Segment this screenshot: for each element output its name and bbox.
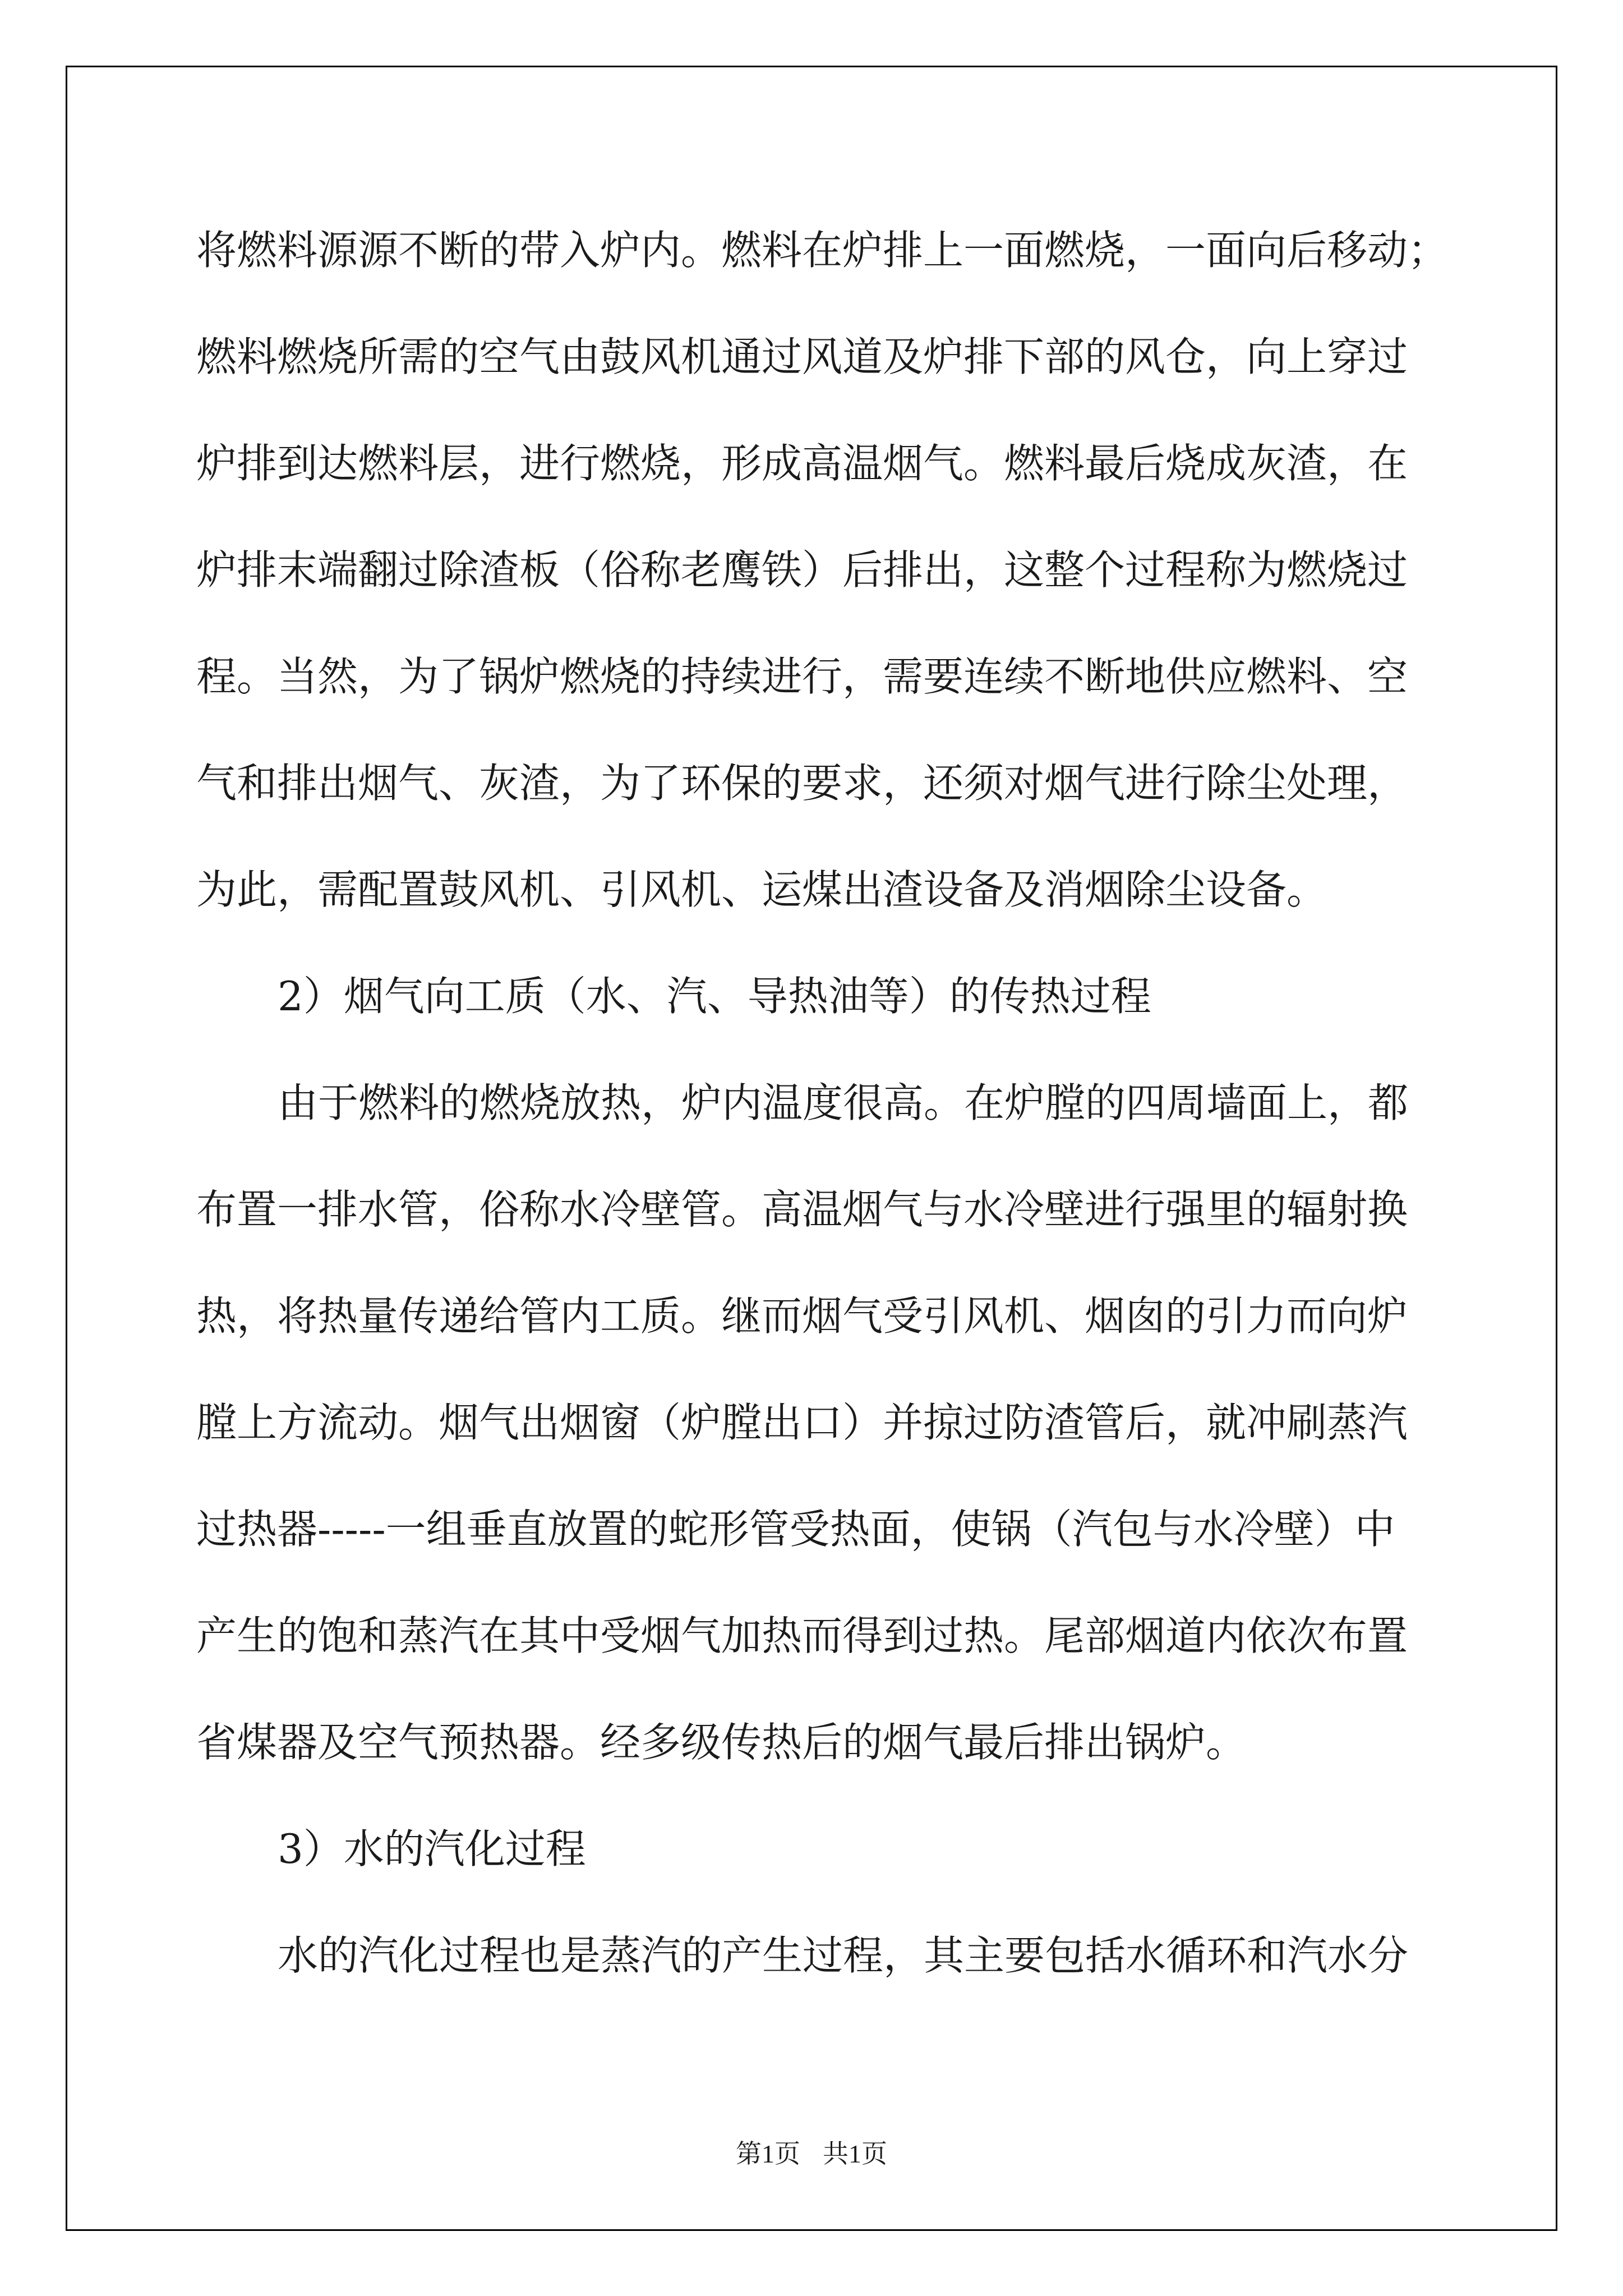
page-border [66,66,1557,2231]
paragraph-line: 为此，需配置鼓风机、引风机、运煤出渣设备及消烟除尘设备。 [196,866,1327,913]
page-total: 共1页 [823,2139,887,2168]
paragraph-line: 布置一排水管，俗称水冷壁管。高温烟气与水冷壁进行强里的辐射换 [196,1186,1408,1233]
paragraph-line: 燃料燃烧所需的空气由鼓风机通过风道及炉排下部的风仓，向上穿过 [196,333,1408,380]
page-footer [0,2137,1623,2171]
section-heading: 2）烟气向工质（水、汽、导热油等）的传热过程 [278,973,1151,1020]
paragraph-line: 炉排末端翻过除渣板（俗称老鹰铁）后排出，这整个过程称为燃烧过 [196,546,1408,593]
paragraph-line: 程。当然，为了锅炉燃烧的持续进行，需要连续不断地供应燃料、空 [196,653,1408,700]
paragraph-line: 由于燃料的燃烧放热，炉内温度很高。在炉膛的四周墙面上，都 [278,1079,1409,1126]
paragraph-line: 热，将热量传递给管内工质。继而烟气受引风机、烟囱的引力而向炉 [196,1292,1408,1340]
paragraph-line: 产生的饱和蒸汽在其中受烟气加热而得到过热。尾部烟道内依次布置 [196,1612,1408,1659]
paragraph-line: 将燃料源源不断的带入炉内。燃料在炉排上一面燃烧，一面向后移动； [196,227,1449,274]
paragraph-line: 炉排到达燃料层，进行燃烧，形成高温烟气。燃料最后烧成灰渣，在 [196,440,1408,487]
paragraph-line: 省煤器及空气预热器。经多级传热后的烟气最后排出锅炉。 [196,1719,1247,1766]
paragraph-line: 水的汽化过程也是蒸汽的产生过程，其主要包括水循环和汽水分 [278,1932,1409,1979]
section-heading: 3）水的汽化过程 [278,1825,586,1872]
paragraph-line: 气和排出烟气、灰渣，为了环保的要求，还须对烟气进行除尘处理， [196,760,1408,807]
paragraph-line: 膛上方流动。烟气出烟窗（炉膛出口）并掠过防渣管后，就冲刷蒸汽 [196,1399,1408,1446]
page-number: 第1页 [736,2139,800,2168]
paragraph-line: 过热器-----一组垂直放置的蛇形管受热面，使锅（汽包与水冷壁）中 [196,1506,1395,1553]
